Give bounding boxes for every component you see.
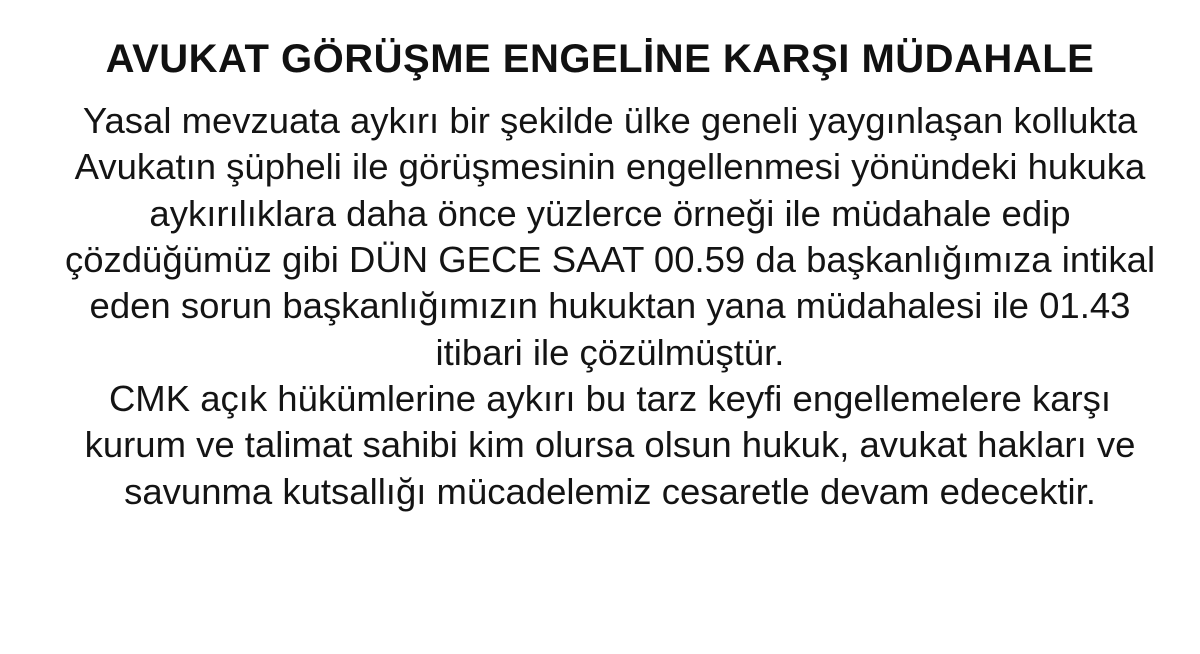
document-body (60, 98, 1160, 515)
paragraph-2: CMK açık hükümlerine aykırı bu tarz keyfi engellemelere karşı kurum ve talimat sahibi kim olursa olsun hukuk, avukat hakları ve savunma kutsallığı mücadelemiz cesaretle devam edecektir. (84, 378, 1136, 512)
paragraph-1: Yasal mevzuata aykırı bir şekilde ülke geneli yaygınlaşan kollukta Avukatın şüpheli ile görüşmesinin engellenmesi yönündeki hukuka aykırılıklara daha önce yüzlerce örneği ile müdahale edip çözdüğümüz gibi DÜN GECE SAAT 00.59 da başkanlığımıza intikal eden sorun başkanlığımızın hukuktan yana müdahalesi ile 01.43 itibari ile çözülmüştür. (64, 100, 1156, 373)
page-title: AVUKAT GÖRÜŞME ENGELİNE KARŞI MÜDAHALE (105, 37, 1095, 81)
